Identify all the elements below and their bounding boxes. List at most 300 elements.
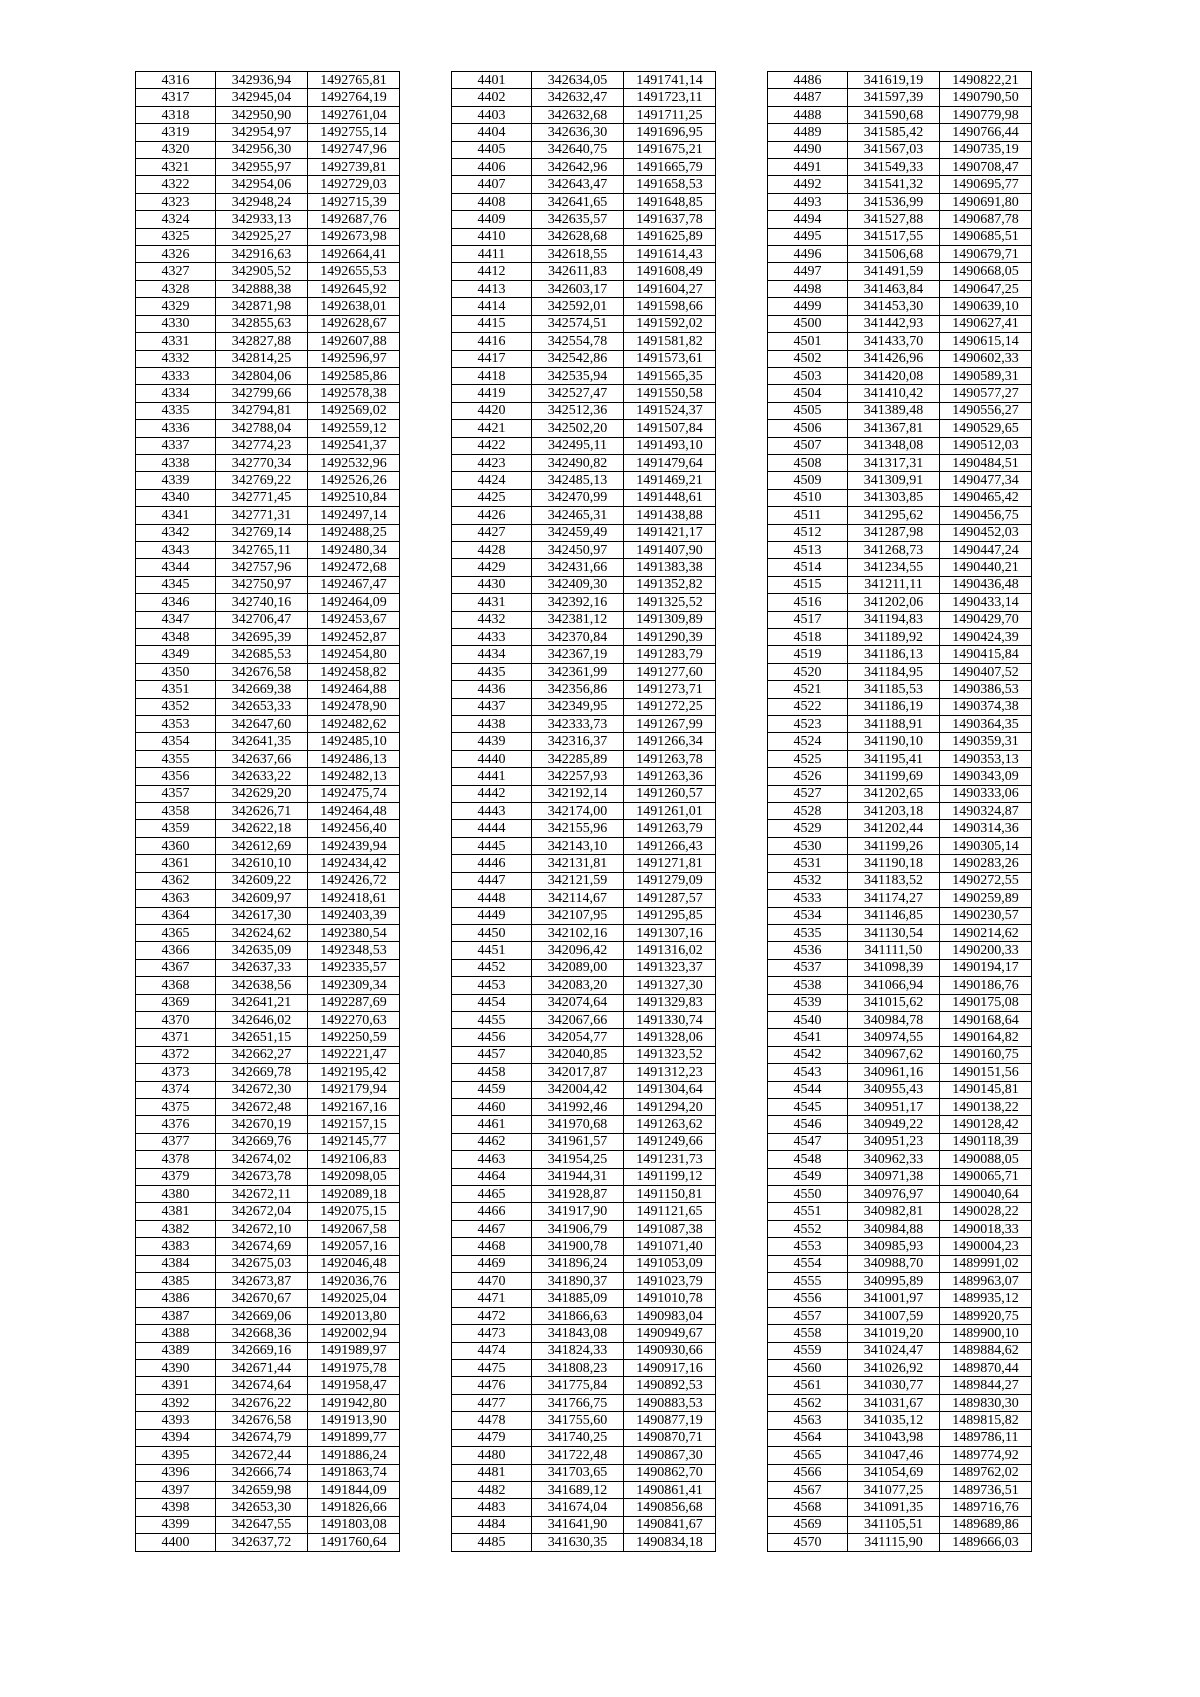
point-number-cell: 4430: [452, 576, 532, 593]
table-row: [136, 733, 400, 750]
x-coordinate-cell: 342367,19: [532, 646, 624, 663]
table-row: [452, 1255, 716, 1272]
y-coordinate-cell: 1489815,82: [940, 1412, 1032, 1429]
y-coordinate-cell: 1492485,10: [308, 733, 400, 750]
point-number-cell: 4322: [136, 176, 216, 193]
table-row: [768, 576, 1032, 593]
point-number-cell: 4383: [136, 1238, 216, 1255]
x-coordinate-cell: 342635,57: [532, 211, 624, 228]
table-row: [136, 176, 400, 193]
y-coordinate-cell: 1490870,71: [624, 1429, 716, 1446]
x-coordinate-cell: 342641,35: [216, 733, 308, 750]
point-number-cell: 4540: [768, 1011, 848, 1028]
table-row: [768, 698, 1032, 715]
point-number-cell: 4352: [136, 698, 216, 715]
table-row: [452, 1534, 716, 1551]
point-number-cell: 4480: [452, 1447, 532, 1464]
point-number-cell: 4405: [452, 141, 532, 158]
point-number-cell: 4365: [136, 924, 216, 941]
table-row: [136, 1481, 400, 1498]
table-row: [768, 280, 1032, 297]
point-number-cell: 4537: [768, 959, 848, 976]
table-row: [768, 1133, 1032, 1150]
y-coordinate-cell: 1490343,09: [940, 768, 1032, 785]
y-coordinate-cell: 1491323,52: [624, 1046, 716, 1063]
point-number-cell: 4396: [136, 1464, 216, 1481]
x-coordinate-cell: 342672,04: [216, 1203, 308, 1220]
y-coordinate-cell: 1490359,31: [940, 733, 1032, 750]
x-coordinate-cell: 342936,94: [216, 72, 308, 89]
x-coordinate-cell: 342636,30: [532, 124, 624, 141]
y-coordinate-cell: 1489689,86: [940, 1516, 1032, 1533]
y-coordinate-cell: 1491263,78: [624, 750, 716, 767]
x-coordinate-cell: 342671,44: [216, 1360, 308, 1377]
y-coordinate-cell: 1491290,39: [624, 629, 716, 646]
point-number-cell: 4493: [768, 193, 848, 210]
table-row: [768, 1255, 1032, 1272]
table-row: [452, 489, 716, 506]
y-coordinate-cell: 1490065,71: [940, 1168, 1032, 1185]
y-coordinate-cell: 1490647,25: [940, 280, 1032, 297]
y-coordinate-cell: 1492488,25: [308, 524, 400, 541]
point-number-cell: 4456: [452, 1029, 532, 1046]
y-coordinate-cell: 1491493,10: [624, 437, 716, 454]
x-coordinate-cell: 341202,65: [848, 785, 940, 802]
x-coordinate-cell: 341426,96: [848, 350, 940, 367]
point-number-cell: 4340: [136, 489, 216, 506]
table-row: [768, 1394, 1032, 1411]
table-row: [768, 1499, 1032, 1516]
table-row: [136, 315, 400, 332]
point-number-cell: 4379: [136, 1168, 216, 1185]
point-number-cell: 4489: [768, 124, 848, 141]
point-number-cell: 4386: [136, 1290, 216, 1307]
table-row: [452, 837, 716, 854]
point-number-cell: 4387: [136, 1307, 216, 1324]
table-row: [136, 1377, 400, 1394]
point-number-cell: 4447: [452, 872, 532, 889]
x-coordinate-cell: 341740,25: [532, 1429, 624, 1446]
table-row: [136, 524, 400, 541]
x-coordinate-cell: 341367,81: [848, 420, 940, 437]
point-number-cell: 4536: [768, 942, 848, 959]
point-number-cell: 4546: [768, 1116, 848, 1133]
point-number-cell: 4316: [136, 72, 216, 89]
x-coordinate-cell: 342669,78: [216, 1064, 308, 1081]
table-row: [452, 890, 716, 907]
y-coordinate-cell: 1490856,68: [624, 1499, 716, 1516]
y-coordinate-cell: 1490018,33: [940, 1220, 1032, 1237]
x-coordinate-cell: 341389,48: [848, 402, 940, 419]
y-coordinate-cell: 1492628,67: [308, 315, 400, 332]
y-coordinate-cell: 1490272,55: [940, 872, 1032, 889]
y-coordinate-cell: 1492380,54: [308, 924, 400, 941]
table-row: [452, 959, 716, 976]
x-coordinate-cell: 341024,47: [848, 1342, 940, 1359]
x-coordinate-cell: 340985,93: [848, 1238, 940, 1255]
y-coordinate-cell: 1492497,14: [308, 507, 400, 524]
table-row: [768, 350, 1032, 367]
x-coordinate-cell: 341303,85: [848, 489, 940, 506]
table-row: [452, 1342, 716, 1359]
x-coordinate-cell: 341001,97: [848, 1290, 940, 1307]
y-coordinate-cell: 1492464,88: [308, 681, 400, 698]
table-row: [768, 768, 1032, 785]
x-coordinate-cell: 342610,10: [216, 855, 308, 872]
table-row: [452, 1290, 716, 1307]
table-row: [768, 489, 1032, 506]
point-number-cell: 4502: [768, 350, 848, 367]
y-coordinate-cell: 1491479,64: [624, 454, 716, 471]
table-row: [452, 768, 716, 785]
y-coordinate-cell: 1491913,90: [308, 1412, 400, 1429]
y-coordinate-cell: 1490822,21: [940, 72, 1032, 89]
point-number-cell: 4389: [136, 1342, 216, 1359]
y-coordinate-cell: 1489900,10: [940, 1325, 1032, 1342]
table-row: [768, 159, 1032, 176]
x-coordinate-cell: 341585,42: [848, 124, 940, 141]
x-coordinate-cell: 342017,87: [532, 1064, 624, 1081]
point-number-cell: 4487: [768, 89, 848, 106]
x-coordinate-cell: 342672,10: [216, 1220, 308, 1237]
table-row: [452, 1307, 716, 1324]
point-number-cell: 4409: [452, 211, 532, 228]
table-row: [452, 1377, 716, 1394]
y-coordinate-cell: 1491658,53: [624, 176, 716, 193]
table-row: [768, 1186, 1032, 1203]
table-row: [136, 1168, 400, 1185]
point-number-cell: 4407: [452, 176, 532, 193]
x-coordinate-cell: 341896,24: [532, 1255, 624, 1272]
x-coordinate-cell: 341866,63: [532, 1307, 624, 1324]
point-number-cell: 4344: [136, 559, 216, 576]
y-coordinate-cell: 1491272,25: [624, 698, 716, 715]
x-coordinate-cell: 341453,30: [848, 298, 940, 315]
table-row: [136, 768, 400, 785]
x-coordinate-cell: 342632,68: [532, 106, 624, 123]
y-coordinate-cell: 1490679,71: [940, 246, 1032, 263]
y-coordinate-cell: 1490128,42: [940, 1116, 1032, 1133]
x-coordinate-cell: 341015,62: [848, 994, 940, 1011]
table-row: [136, 1464, 400, 1481]
y-coordinate-cell: 1492458,82: [308, 663, 400, 680]
point-number-cell: 4397: [136, 1481, 216, 1498]
x-coordinate-cell: 341146,85: [848, 907, 940, 924]
y-coordinate-cell: 1492578,38: [308, 385, 400, 402]
table-row: [452, 89, 716, 106]
x-coordinate-cell: 342465,31: [532, 507, 624, 524]
x-coordinate-cell: 340988,70: [848, 1255, 940, 1272]
y-coordinate-cell: 1492482,13: [308, 768, 400, 785]
table-row: [768, 1342, 1032, 1359]
point-number-cell: 4563: [768, 1412, 848, 1429]
point-number-cell: 4369: [136, 994, 216, 1011]
point-number-cell: 4359: [136, 820, 216, 837]
table-row: [768, 1325, 1032, 1342]
point-number-cell: 4334: [136, 385, 216, 402]
y-coordinate-cell: 1491573,61: [624, 350, 716, 367]
x-coordinate-cell: 342637,72: [216, 1534, 308, 1551]
point-number-cell: 4547: [768, 1133, 848, 1150]
table-row: [136, 1342, 400, 1359]
point-number-cell: 4317: [136, 89, 216, 106]
x-coordinate-cell: 342257,93: [532, 768, 624, 785]
x-coordinate-cell: 340951,17: [848, 1098, 940, 1115]
table-row: [136, 1429, 400, 1446]
y-coordinate-cell: 1491975,78: [308, 1360, 400, 1377]
table-row: [136, 1220, 400, 1237]
table-row: [768, 629, 1032, 646]
point-number-cell: 4515: [768, 576, 848, 593]
x-coordinate-cell: 342662,27: [216, 1046, 308, 1063]
x-coordinate-cell: 341549,33: [848, 159, 940, 176]
point-number-cell: 4437: [452, 698, 532, 715]
point-number-cell: 4533: [768, 890, 848, 907]
x-coordinate-cell: 342143,10: [532, 837, 624, 854]
x-coordinate-cell: 342628,68: [532, 228, 624, 245]
x-coordinate-cell: 341970,68: [532, 1116, 624, 1133]
x-coordinate-cell: 342641,21: [216, 994, 308, 1011]
table-row: [136, 1238, 400, 1255]
point-number-cell: 4400: [136, 1534, 216, 1551]
y-coordinate-cell: 1490862,70: [624, 1464, 716, 1481]
y-coordinate-cell: 1492467,47: [308, 576, 400, 593]
point-number-cell: 4520: [768, 663, 848, 680]
point-number-cell: 4342: [136, 524, 216, 541]
point-number-cell: 4330: [136, 315, 216, 332]
point-number-cell: 4476: [452, 1377, 532, 1394]
table-row: [452, 367, 716, 384]
y-coordinate-cell: 1490708,47: [940, 159, 1032, 176]
y-coordinate-cell: 1491421,17: [624, 524, 716, 541]
table-row: [768, 1011, 1032, 1028]
point-number-cell: 4483: [452, 1499, 532, 1516]
x-coordinate-cell: 342674,69: [216, 1238, 308, 1255]
table-row: [768, 977, 1032, 994]
y-coordinate-cell: 1491295,85: [624, 907, 716, 924]
y-coordinate-cell: 1491330,74: [624, 1011, 716, 1028]
point-number-cell: 4497: [768, 263, 848, 280]
point-number-cell: 4425: [452, 489, 532, 506]
y-coordinate-cell: 1490790,50: [940, 89, 1032, 106]
y-coordinate-cell: 1490589,31: [940, 367, 1032, 384]
table-row: [768, 1081, 1032, 1098]
x-coordinate-cell: 342954,97: [216, 124, 308, 141]
point-number-cell: 4445: [452, 837, 532, 854]
y-coordinate-cell: 1492486,13: [308, 750, 400, 767]
point-number-cell: 4442: [452, 785, 532, 802]
point-number-cell: 4494: [768, 211, 848, 228]
x-coordinate-cell: 342629,20: [216, 785, 308, 802]
table-row: [768, 1238, 1032, 1255]
table-row: [768, 420, 1032, 437]
point-number-cell: 4339: [136, 472, 216, 489]
point-number-cell: 4424: [452, 472, 532, 489]
y-coordinate-cell: 1491760,64: [308, 1534, 400, 1551]
x-coordinate-cell: 342788,04: [216, 420, 308, 437]
point-number-cell: 4390: [136, 1360, 216, 1377]
y-coordinate-cell: 1492482,62: [308, 716, 400, 733]
point-number-cell: 4486: [768, 72, 848, 89]
y-coordinate-cell: 1491249,66: [624, 1133, 716, 1150]
point-number-cell: 4412: [452, 263, 532, 280]
point-number-cell: 4326: [136, 246, 216, 263]
table-row: [136, 855, 400, 872]
point-number-cell: 4450: [452, 924, 532, 941]
x-coordinate-cell: 341900,78: [532, 1238, 624, 1255]
table-row: [768, 1464, 1032, 1481]
x-coordinate-cell: 341295,62: [848, 507, 940, 524]
x-coordinate-cell: 342641,65: [532, 193, 624, 210]
point-number-cell: 4485: [452, 1534, 532, 1551]
point-number-cell: 4364: [136, 907, 216, 924]
point-number-cell: 4552: [768, 1220, 848, 1237]
table-row: [452, 1499, 716, 1516]
x-coordinate-cell: 342855,63: [216, 315, 308, 332]
table-row: [452, 524, 716, 541]
point-number-cell: 4538: [768, 977, 848, 994]
y-coordinate-cell: 1491352,82: [624, 576, 716, 593]
x-coordinate-cell: 341190,10: [848, 733, 940, 750]
x-coordinate-cell: 341463,84: [848, 280, 940, 297]
x-coordinate-cell: 341630,35: [532, 1534, 624, 1551]
y-coordinate-cell: 1490004,23: [940, 1238, 1032, 1255]
point-number-cell: 4559: [768, 1342, 848, 1359]
x-coordinate-cell: 341906,79: [532, 1220, 624, 1237]
point-number-cell: 4433: [452, 629, 532, 646]
table-row: [452, 1098, 716, 1115]
x-coordinate-cell: 341185,53: [848, 681, 940, 698]
table-row: [136, 890, 400, 907]
table-row: [136, 193, 400, 210]
y-coordinate-cell: 1491592,02: [624, 315, 716, 332]
table-row: [452, 611, 716, 628]
table-row: [768, 1377, 1032, 1394]
x-coordinate-cell: 342643,47: [532, 176, 624, 193]
table-row: [136, 141, 400, 158]
x-coordinate-cell: 342827,88: [216, 333, 308, 350]
point-number-cell: 4560: [768, 1360, 848, 1377]
x-coordinate-cell: 342685,53: [216, 646, 308, 663]
y-coordinate-cell: 1490529,65: [940, 420, 1032, 437]
y-coordinate-cell: 1490151,56: [940, 1064, 1032, 1081]
y-coordinate-cell: 1491581,82: [624, 333, 716, 350]
point-number-cell: 4337: [136, 437, 216, 454]
x-coordinate-cell: 342089,00: [532, 959, 624, 976]
table-row: [136, 698, 400, 715]
point-number-cell: 4434: [452, 646, 532, 663]
y-coordinate-cell: 1492098,05: [308, 1168, 400, 1185]
point-number-cell: 4519: [768, 646, 848, 663]
table-row: [136, 1046, 400, 1063]
point-number-cell: 4373: [136, 1064, 216, 1081]
x-coordinate-cell: 340949,22: [848, 1116, 940, 1133]
y-coordinate-cell: 1490639,10: [940, 298, 1032, 315]
point-number-cell: 4526: [768, 768, 848, 785]
x-coordinate-cell: 340982,81: [848, 1203, 940, 1220]
point-number-cell: 4348: [136, 629, 216, 646]
x-coordinate-cell: 342814,25: [216, 350, 308, 367]
y-coordinate-cell: 1490433,14: [940, 594, 1032, 611]
y-coordinate-cell: 1492655,53: [308, 263, 400, 280]
y-coordinate-cell: 1491266,34: [624, 733, 716, 750]
x-coordinate-cell: 341194,83: [848, 611, 940, 628]
table-row: [136, 1447, 400, 1464]
point-number-cell: 4507: [768, 437, 848, 454]
y-coordinate-cell: 1490364,35: [940, 716, 1032, 733]
point-number-cell: 4509: [768, 472, 848, 489]
x-coordinate-cell: 342948,24: [216, 193, 308, 210]
table-row: [452, 646, 716, 663]
x-coordinate-cell: 341188,91: [848, 716, 940, 733]
point-number-cell: 4422: [452, 437, 532, 454]
table-row: [452, 663, 716, 680]
point-number-cell: 4371: [136, 1029, 216, 1046]
x-coordinate-cell: 340967,62: [848, 1046, 940, 1063]
y-coordinate-cell: 1492739,81: [308, 159, 400, 176]
x-coordinate-cell: 341541,32: [848, 176, 940, 193]
x-coordinate-cell: 341420,08: [848, 367, 940, 384]
y-coordinate-cell: 1491267,99: [624, 716, 716, 733]
x-coordinate-cell: 341619,19: [848, 72, 940, 89]
point-number-cell: 4504: [768, 385, 848, 402]
x-coordinate-cell: 342799,66: [216, 385, 308, 402]
y-coordinate-cell: 1489991,02: [940, 1255, 1032, 1272]
table-row: [452, 402, 716, 419]
table-row: [136, 402, 400, 419]
y-coordinate-cell: 1489786,11: [940, 1429, 1032, 1446]
table-row: [452, 333, 716, 350]
y-coordinate-cell: 1492687,76: [308, 211, 400, 228]
point-number-cell: 4381: [136, 1203, 216, 1220]
point-number-cell: 4385: [136, 1273, 216, 1290]
y-coordinate-cell: 1491260,57: [624, 785, 716, 802]
x-coordinate-cell: 341287,98: [848, 524, 940, 541]
y-coordinate-cell: 1492454,80: [308, 646, 400, 663]
y-coordinate-cell: 1490465,42: [940, 489, 1032, 506]
table-row: [452, 541, 716, 558]
x-coordinate-cell: 341211,11: [848, 576, 940, 593]
y-coordinate-cell: 1492348,53: [308, 942, 400, 959]
table-row: [136, 716, 400, 733]
x-coordinate-cell: 341885,09: [532, 1290, 624, 1307]
y-coordinate-cell: 1492434,42: [308, 855, 400, 872]
point-number-cell: 4531: [768, 855, 848, 872]
x-coordinate-cell: 340951,23: [848, 1133, 940, 1150]
point-number-cell: 4351: [136, 681, 216, 698]
x-coordinate-cell: 342672,44: [216, 1447, 308, 1464]
y-coordinate-cell: 1490841,67: [624, 1516, 716, 1533]
point-number-cell: 4403: [452, 106, 532, 123]
x-coordinate-cell: 341007,59: [848, 1307, 940, 1324]
y-coordinate-cell: 1492569,02: [308, 402, 400, 419]
y-coordinate-cell: 1490512,03: [940, 437, 1032, 454]
table-row: [452, 1360, 716, 1377]
y-coordinate-cell: 1490164,82: [940, 1029, 1032, 1046]
x-coordinate-cell: 342635,09: [216, 942, 308, 959]
y-coordinate-cell: 1491696,95: [624, 124, 716, 141]
x-coordinate-cell: 342669,16: [216, 1342, 308, 1359]
x-coordinate-cell: 342603,17: [532, 280, 624, 297]
y-coordinate-cell: 1490779,98: [940, 106, 1032, 123]
y-coordinate-cell: 1492075,15: [308, 1203, 400, 1220]
y-coordinate-cell: 1489716,76: [940, 1499, 1032, 1516]
table-row: [768, 246, 1032, 263]
point-number-cell: 4417: [452, 350, 532, 367]
point-number-cell: 4466: [452, 1203, 532, 1220]
y-coordinate-cell: 1490194,17: [940, 959, 1032, 976]
y-coordinate-cell: 1491608,49: [624, 263, 716, 280]
